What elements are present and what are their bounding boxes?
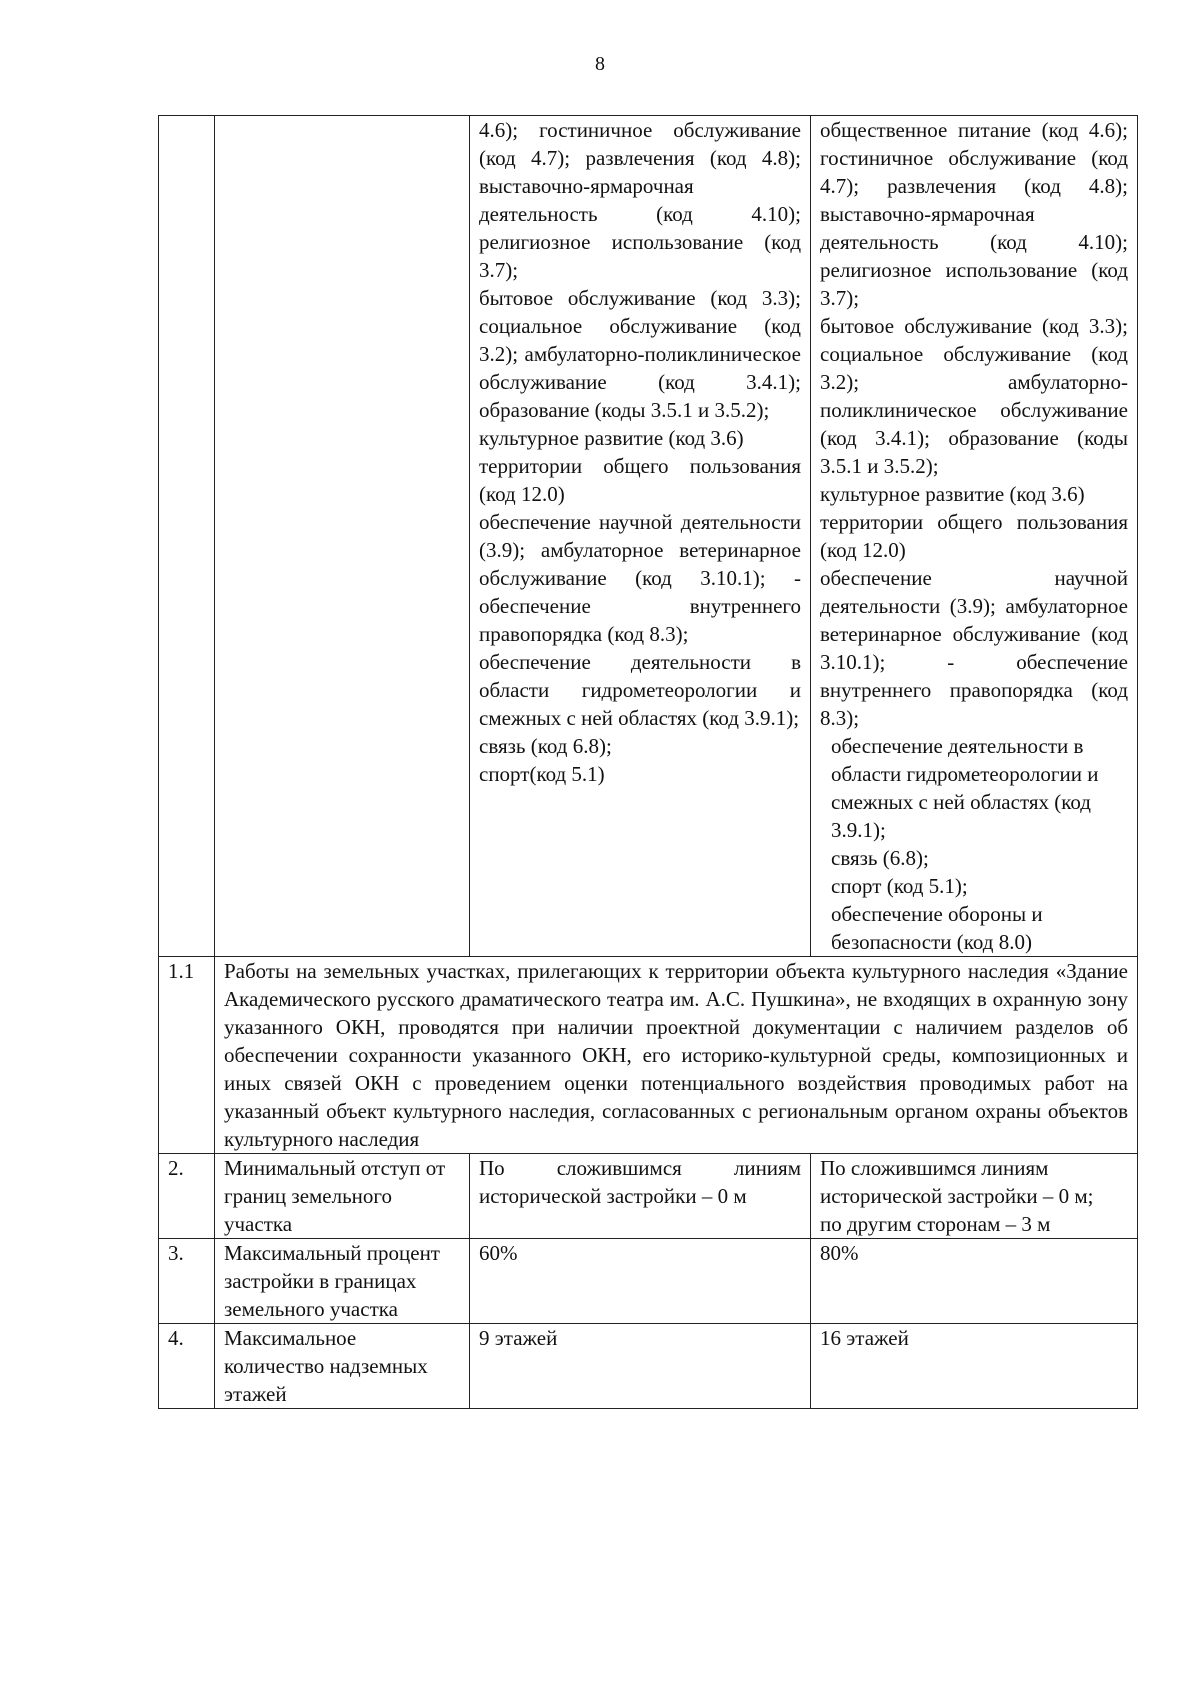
regulations-table	[158, 115, 1138, 1409]
text-line: По сложившимся линиям исторической застройки – 0 м;	[820, 1156, 1094, 1208]
parameter-value-b	[811, 1324, 1138, 1409]
row-number: 3.	[159, 1239, 215, 1324]
text-line: 16 этажей	[820, 1326, 909, 1350]
parameter-value-b	[811, 1154, 1138, 1239]
parameter-value-b	[811, 1239, 1138, 1324]
text-line: бытовое обслуживание (код 3.3); социальное обслуживание (код 3.2); амбулаторно-поликлиническое обслуживание (код 3.4.1); образование (коды 3.5.1 и 3.5.2);	[479, 286, 801, 422]
table-row	[159, 1154, 1138, 1239]
parameter-value-a: 60%	[470, 1239, 811, 1324]
parameter-value-a: По сложившимся линиям исторической застройки – 0 м	[470, 1154, 811, 1239]
parameter-name: Максимальный процент застройки в границах земельного участка	[215, 1239, 470, 1324]
cell-permitted-uses-b	[811, 116, 1138, 957]
table-row	[159, 1239, 1138, 1324]
text-line: территории общего пользования (код 12.0)	[820, 510, 1128, 562]
cell-permitted-uses-a	[470, 116, 811, 957]
text-line: бытовое обслуживание (код 3.3); социальное обслуживание (код 3.2); амбулаторно-поликлиническое обслуживание (код 3.4.1); образование (коды 3.5.1 и 3.5.2);	[820, 314, 1128, 478]
text-line: 4.6); гостиничное обслуживание (код 4.7); развлечения (код 4.8); выставочно-ярмарочная деятельность (код 4.10); религиозное использование (код 3.7);	[479, 118, 801, 282]
row-number: 4.	[159, 1324, 215, 1409]
text-line-indented: обеспечение обороны и безопасности (код 8.0)	[831, 902, 1043, 954]
text-line-indented: связь (6.8);	[831, 846, 929, 870]
row-number: 2.	[159, 1154, 215, 1239]
table-row-continuation	[159, 116, 1138, 957]
text-line-indented: спорт (код 5.1);	[831, 874, 968, 898]
cell-name-empty	[215, 116, 470, 957]
text-line: культурное развитие (код 3.6)	[479, 426, 744, 450]
table-row	[159, 1324, 1138, 1409]
text-line-indented: обеспечение деятельности в области гидрометеорологии и смежных с ней областях (код 3.9.1);	[831, 734, 1099, 842]
text-line: 80%	[820, 1241, 859, 1265]
parameter-name: Минимальный отступ от границ земельного участка	[215, 1154, 470, 1239]
row-number: 1.1	[159, 957, 215, 1154]
table-row-1-1	[159, 957, 1138, 1154]
text-line: культурное развитие (код 3.6)	[820, 482, 1085, 506]
parameter-name: Максимальное количество надземных этажей	[215, 1324, 470, 1409]
page-number: 8	[595, 53, 605, 75]
text-line: по другим сторонам – 3 м	[820, 1212, 1051, 1236]
text-line: обеспечение научной деятельности (3.9); амбулаторное ветеринарное обслуживание (код 3.10.1); - обеспечение внутреннего правопорядка (код 8.3);	[820, 566, 1128, 730]
cell-num-empty	[159, 116, 215, 957]
text-line: связь (код 6.8);	[479, 734, 612, 758]
text-line: территории общего пользования (код 12.0)	[479, 454, 801, 506]
text-line: обеспечение деятельности в области гидрометеорологии и смежных с ней областях (код 3.9.1);	[479, 650, 801, 730]
text-line: общественное питание (код 4.6); гостиничное обслуживание (код 4.7); развлечения (код 4.8); выставочно-ярмарочная деятельность (код 4.10); религиозное использование (код 3.7);	[820, 118, 1128, 310]
text-line: спорт(код 5.1)	[479, 762, 605, 786]
okn-works-note: Работы на земельных участках, прилегающих к территории объекта культурного наследия «Здание Академического русского драматического театра им. А.С. Пушкина», не входящих в охранную зону указанного ОКН, проводятся при наличии проектной документации с наличием разделов об обеспечении сохранности указанного ОКН, его историко-культурной среды, композиционных и иных связей ОКН с проведением оценки потенциального воздействия проводимых работ на указанный объект культурного наследия, согласованных с региональным органом охраны объектов культурного наследия	[215, 957, 1138, 1154]
parameter-value-a: 9 этажей	[470, 1324, 811, 1409]
text-line: обеспечение научной деятельности (3.9); амбулаторное ветеринарное обслуживание (код 3.10.1); - обеспечение внутреннего правопорядка (код 8.3);	[479, 510, 801, 646]
